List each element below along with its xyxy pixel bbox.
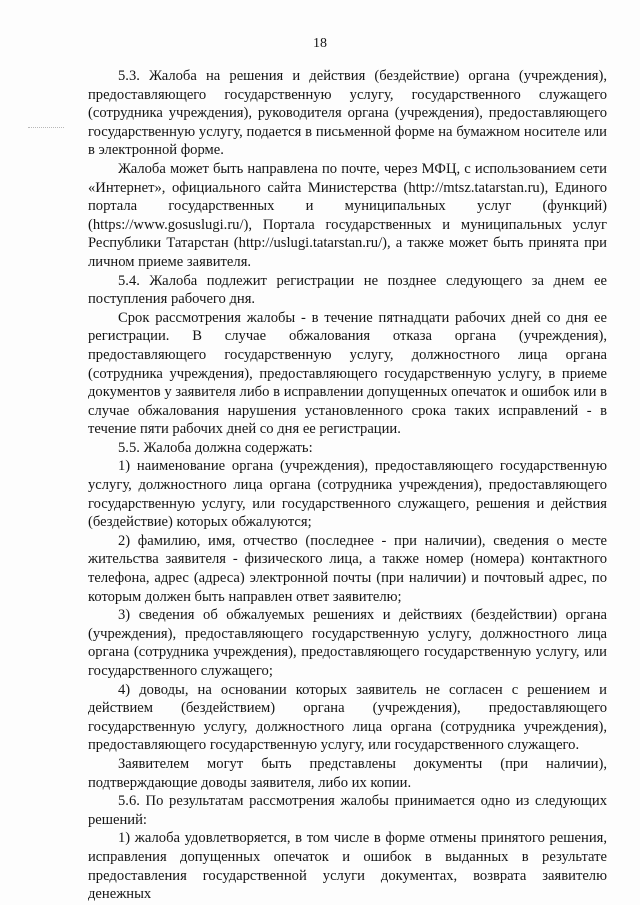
document-body xyxy=(88,67,607,904)
list-item-3: 3) сведения об обжалуемых решениях и действиях (бездействии) органа (учреждения), предоставляющего государственную услугу, должностного лица органа (сотрудника учреждения), предоставляющего государственную услугу, или государственного служащего; xyxy=(88,607,607,679)
scan-margin-mark xyxy=(28,127,64,130)
decision-item-1: 1) жалоба удовлетворяется, в том числе в форме отмены принятого решения, исправления допущенных опечаток и ошибок в выданных в результате предоставления государственной услуги документах, возврата заявителю денежных xyxy=(88,830,607,903)
paragraph-5-5: 5.5. Жалоба должна содержать: xyxy=(118,439,313,456)
paragraph-complaint-channels: Жалоба может быть направлена по почте, через МФЦ, с использованием сети «Интернет», официального сайта Министерства (http://mtsz.tatarstan.ru), Единого портала государственных и муниципальных услуг (функций) (https://www.gosuslugi.ru/), Портала государственных и муниципальных услуг Республики Татарстан (http://uslugi.tatarstan.ru/), а также может быть принята при личном приеме заявителя. xyxy=(88,160,607,270)
paragraph-5-3: 5.3. Жалоба на решения и действия (бездействие) органа (учреждения), предоставляющего государственную услугу, государственного служащего (сотрудника учреждения), руководителя органа (учреждения), предоставляющего государственную услугу, подается в письменной форме на бумажном носителе или в электронной форме. xyxy=(88,68,607,159)
paragraph-5-4: 5.4. Жалоба подлежит регистрации не позднее следующего за днем ее поступления рабочего дня. xyxy=(88,272,607,308)
paragraph-5-6: 5.6. По результатам рассмотрения жалобы принимается одно из следующих решений: xyxy=(88,793,607,828)
list-item-4: 4) доводы, на основании которых заявитель не согласен с решением и действием (бездействием) органа (учреждения), предоставляющего государственную услугу, должностного лица органа (сотрудника учреждения), предоставляющего государственную услугу, или государственного служащего. xyxy=(88,681,607,754)
list-item-2: 2) фамилию, имя, отчество (последнее - при наличии), сведения о месте жительства заявителя - физического лица, а также номер (номера) контактного телефона, адрес (адреса) электронной почты (при наличии) и почтовый адрес, по которым должен быть направлен ответ заявителю; xyxy=(88,532,607,605)
page-number: 18 xyxy=(313,36,327,51)
paragraph-review-period: Срок рассмотрения жалобы - в течение пятнадцати рабочих дней со дня ее регистрации. В случае обжалования отказа органа (учреждения), предоставляющего государственную услугу, должностного лица органа (сотрудника учреждения), предоставляющего государственную услугу, в приеме документов у заявителя либо в исправлении допущенных опечаток и ошибок или в случае обжалования нарушения установленного срока таких исправлений - в течение пяти рабочих дней со дня ее регистрации. xyxy=(88,309,607,438)
list-item-1: 1) наименование органа (учреждения), предоставляющего государственную услугу, должностного лица органа (сотрудника учреждения), предоставляющего государственную услугу, или государственного служащего, решения и действия (бездействие) которых обжалуются; xyxy=(88,458,607,531)
paragraph-supporting-documents: Заявителем могут быть представлены документы (при наличии), подтверждающие доводы заявителя, либо их копии. xyxy=(88,755,607,791)
